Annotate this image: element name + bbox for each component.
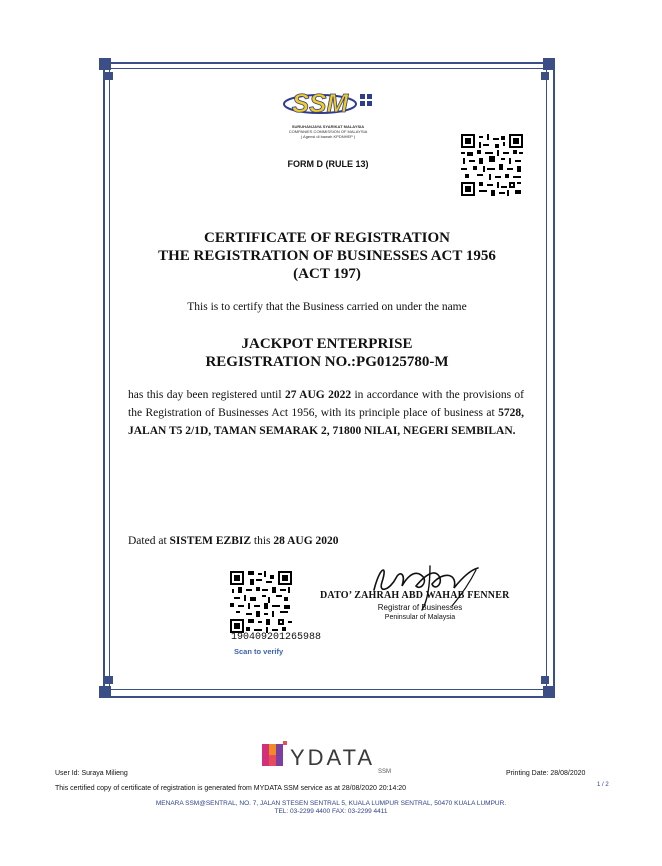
- signatory-title: Registrar of Businesses: [377, 603, 463, 612]
- certified-copy-notice: This certified copy of certificate of registration is generated from MYDATA SSM service as at 28/08/2020 20:14:20: [55, 785, 407, 792]
- office-contact: TEL: 03-2299 4400 FAX: 03-2299 4411: [274, 808, 388, 815]
- dated-line: Dated at SISTEM EZBIZ this 28 AUG 2020: [128, 535, 339, 547]
- expiry-date: 27 AUG 2022: [284, 389, 352, 401]
- mydata-logo: [260, 738, 400, 774]
- svg-text:YDATA: YDATA: [290, 745, 376, 770]
- corner-ornament-top-left: [99, 58, 127, 86]
- signatory-region: Peninsular of Malaysia: [384, 614, 456, 621]
- certificate-title: CERTIFICATE OF REGISTRATION: [204, 230, 450, 246]
- verification-number: 190409201265988: [231, 632, 322, 643]
- svg-text:SSM: SSM: [378, 769, 392, 774]
- registration-number: REGISTRATION NO.:PG0125780-M: [205, 354, 449, 370]
- form-label: FORM D (RULE 13): [287, 159, 369, 169]
- registration-paragraph: has this day been registered until 27 AUG 2022 in accordance with the provisions of the Registration of Businesses Act 1956, with its principle place of business at 5728, JALAN T5 2/1D, TAMAN SEMARAK 2, 71800 NILAI, NEGERI SEMBILAN.: [128, 389, 524, 437]
- qr-code-verify[interactable]: [230, 571, 292, 633]
- business-address: 5728, JALAN T5 2/1D, TAMAN SEMARAK 2, 71800 NILAI, NEGERI SEMBILAN.: [128, 407, 524, 437]
- logo-caption: SURUHANJAYA SYARIKAT MALAYSIA COMPANIES COMMISSION OF MALAYSIA ( Agensi di bawah KPDNHEP ): [288, 124, 368, 139]
- act-number: (ACT 197): [293, 266, 361, 282]
- scan-to-verify-label[interactable]: Scan to verify: [234, 647, 284, 656]
- page-number: 1 / 2: [597, 782, 609, 788]
- qr-code-top: [461, 134, 523, 196]
- corner-ornament-top-right: [527, 58, 555, 86]
- corner-ornament-bottom-right: [527, 670, 555, 698]
- corner-ornament-bottom-left: [99, 670, 127, 698]
- user-id: User Id: Suraya Milieng: [55, 770, 128, 777]
- printing-date: Printing Date: 28/08/2020: [506, 770, 586, 777]
- signatory-name: DATO’ ZAHRAH ABD WAHAB FENNER: [320, 590, 510, 601]
- svg-text:SSM: SSM: [291, 88, 349, 118]
- act-title: THE REGISTRATION OF BUSINESSES ACT 1956: [158, 248, 496, 264]
- intro-text: This is to certify that the Business carried on under the name: [187, 301, 467, 313]
- office-address: MENARA SSM@SENTRAL, NO. 7, JALAN STESEN SENTRAL 5, KUALA LUMPUR SENTRAL, 50470 KUALA LUMPUR.: [155, 800, 507, 807]
- business-name: JACKPOT ENTERPRISE: [241, 336, 413, 352]
